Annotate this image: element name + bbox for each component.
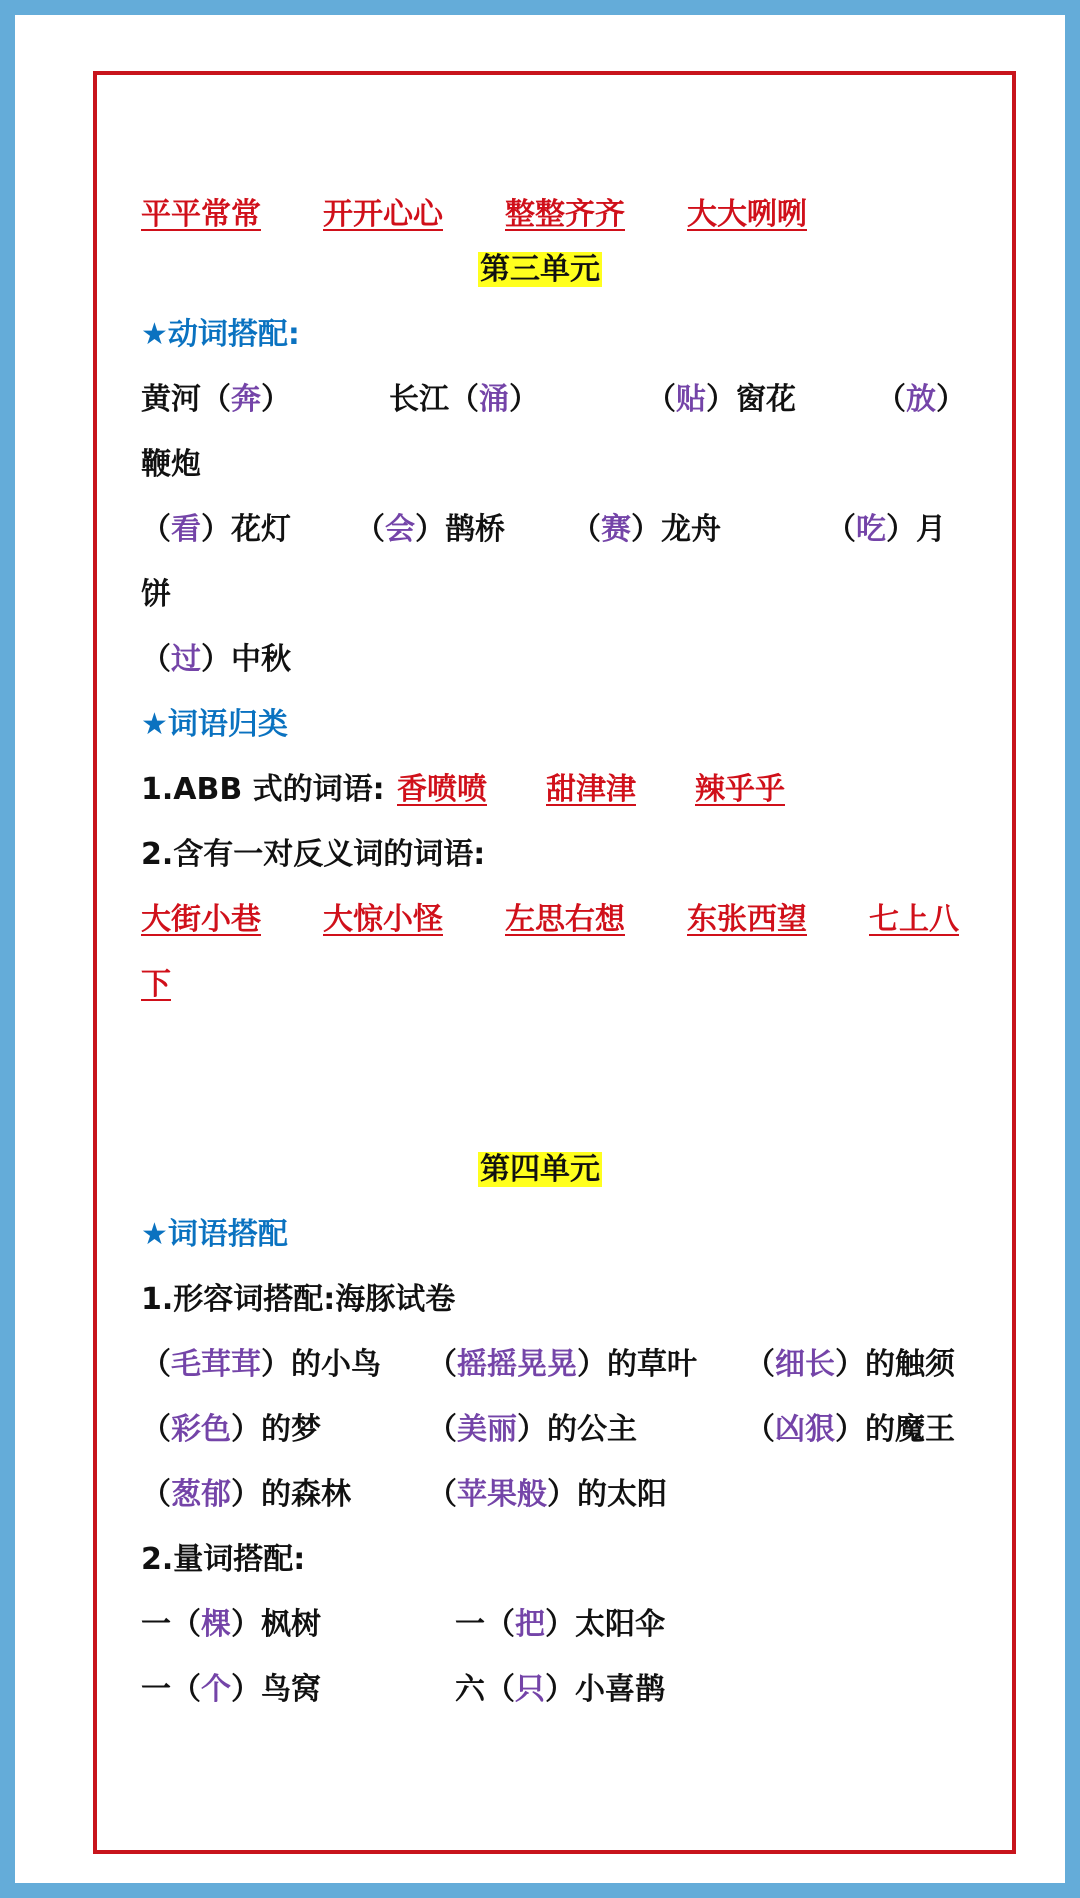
verb-item: （赛）龙舟 bbox=[571, 512, 721, 547]
verb-item: （看）花灯 bbox=[141, 512, 291, 547]
adj-item: （凶狠）的魔王 bbox=[745, 1412, 955, 1447]
word: 左思右想 bbox=[505, 902, 625, 937]
unit3-title: 第三单元 bbox=[480, 252, 600, 287]
word: 大惊小怪 bbox=[323, 902, 443, 937]
adj-item: （苹果般）的太阳 bbox=[427, 1477, 667, 1512]
measure-label: 2.量词搭配: bbox=[141, 1542, 306, 1577]
adj-item: （葱郁）的森林 bbox=[141, 1477, 351, 1512]
verb-item: （贴）窗花 bbox=[646, 382, 796, 417]
verb-item: （吃）月 bbox=[826, 512, 946, 547]
unit4-title-line bbox=[15, 1150, 1065, 1190]
verb-item: 长江（涌） bbox=[389, 382, 539, 417]
word: 东张西望 bbox=[687, 902, 807, 937]
antonym-label: 2.含有一对反义词的词语: bbox=[141, 837, 486, 872]
verb-item: 黄河（奔） bbox=[141, 382, 291, 417]
adj-item: （毛茸茸）的小鸟 bbox=[141, 1347, 381, 1382]
verb-item: （会）鹊桥 bbox=[355, 512, 505, 547]
unit3-title-line bbox=[15, 250, 1065, 290]
abb-label: 1.ABB 式的词语: bbox=[141, 772, 385, 807]
word: 整整齐齐 bbox=[505, 197, 625, 232]
word: 大街小巷 bbox=[141, 902, 261, 937]
word: 平平常常 bbox=[141, 197, 261, 232]
unit4-heading: ★词语搭配 bbox=[141, 1217, 288, 1252]
adj-item: （细长）的触须 bbox=[745, 1347, 955, 1382]
adj-item: （摇摇晃晃）的草叶 bbox=[427, 1347, 697, 1382]
measure-item: 一（棵）枫树 bbox=[141, 1607, 321, 1642]
unit4-title: 第四单元 bbox=[480, 1152, 600, 1187]
measure-item: 一（个）鸟窝 bbox=[141, 1672, 321, 1707]
word: 辣乎乎 bbox=[695, 772, 785, 807]
adj-label: 1.形容词搭配:海豚试卷 bbox=[141, 1282, 456, 1317]
paper-page bbox=[15, 15, 1065, 1883]
word: 大大咧咧 bbox=[687, 197, 807, 232]
word: 开开心心 bbox=[323, 197, 443, 232]
measure-item: 六（只）小喜鹊 bbox=[455, 1672, 665, 1707]
word: 七上八 bbox=[869, 902, 959, 937]
adj-item: （美丽）的公主 bbox=[427, 1412, 637, 1447]
antonym-row-wrap: 下 bbox=[141, 967, 171, 1002]
verb-row: （过）中秋 bbox=[141, 642, 291, 677]
verb-item: （放） bbox=[876, 382, 966, 417]
word: 甜津津 bbox=[546, 772, 636, 807]
adj-item: （彩色）的梦 bbox=[141, 1412, 321, 1447]
verb-row-wrap: 鞭炮 bbox=[141, 447, 201, 482]
verb-heading: ★动词搭配: bbox=[141, 317, 300, 352]
word: 香喷喷 bbox=[397, 772, 487, 807]
verb-row-wrap: 饼 bbox=[141, 577, 171, 612]
measure-item: 一（把）太阳伞 bbox=[455, 1607, 665, 1642]
category-heading: ★词语归类 bbox=[141, 707, 288, 742]
